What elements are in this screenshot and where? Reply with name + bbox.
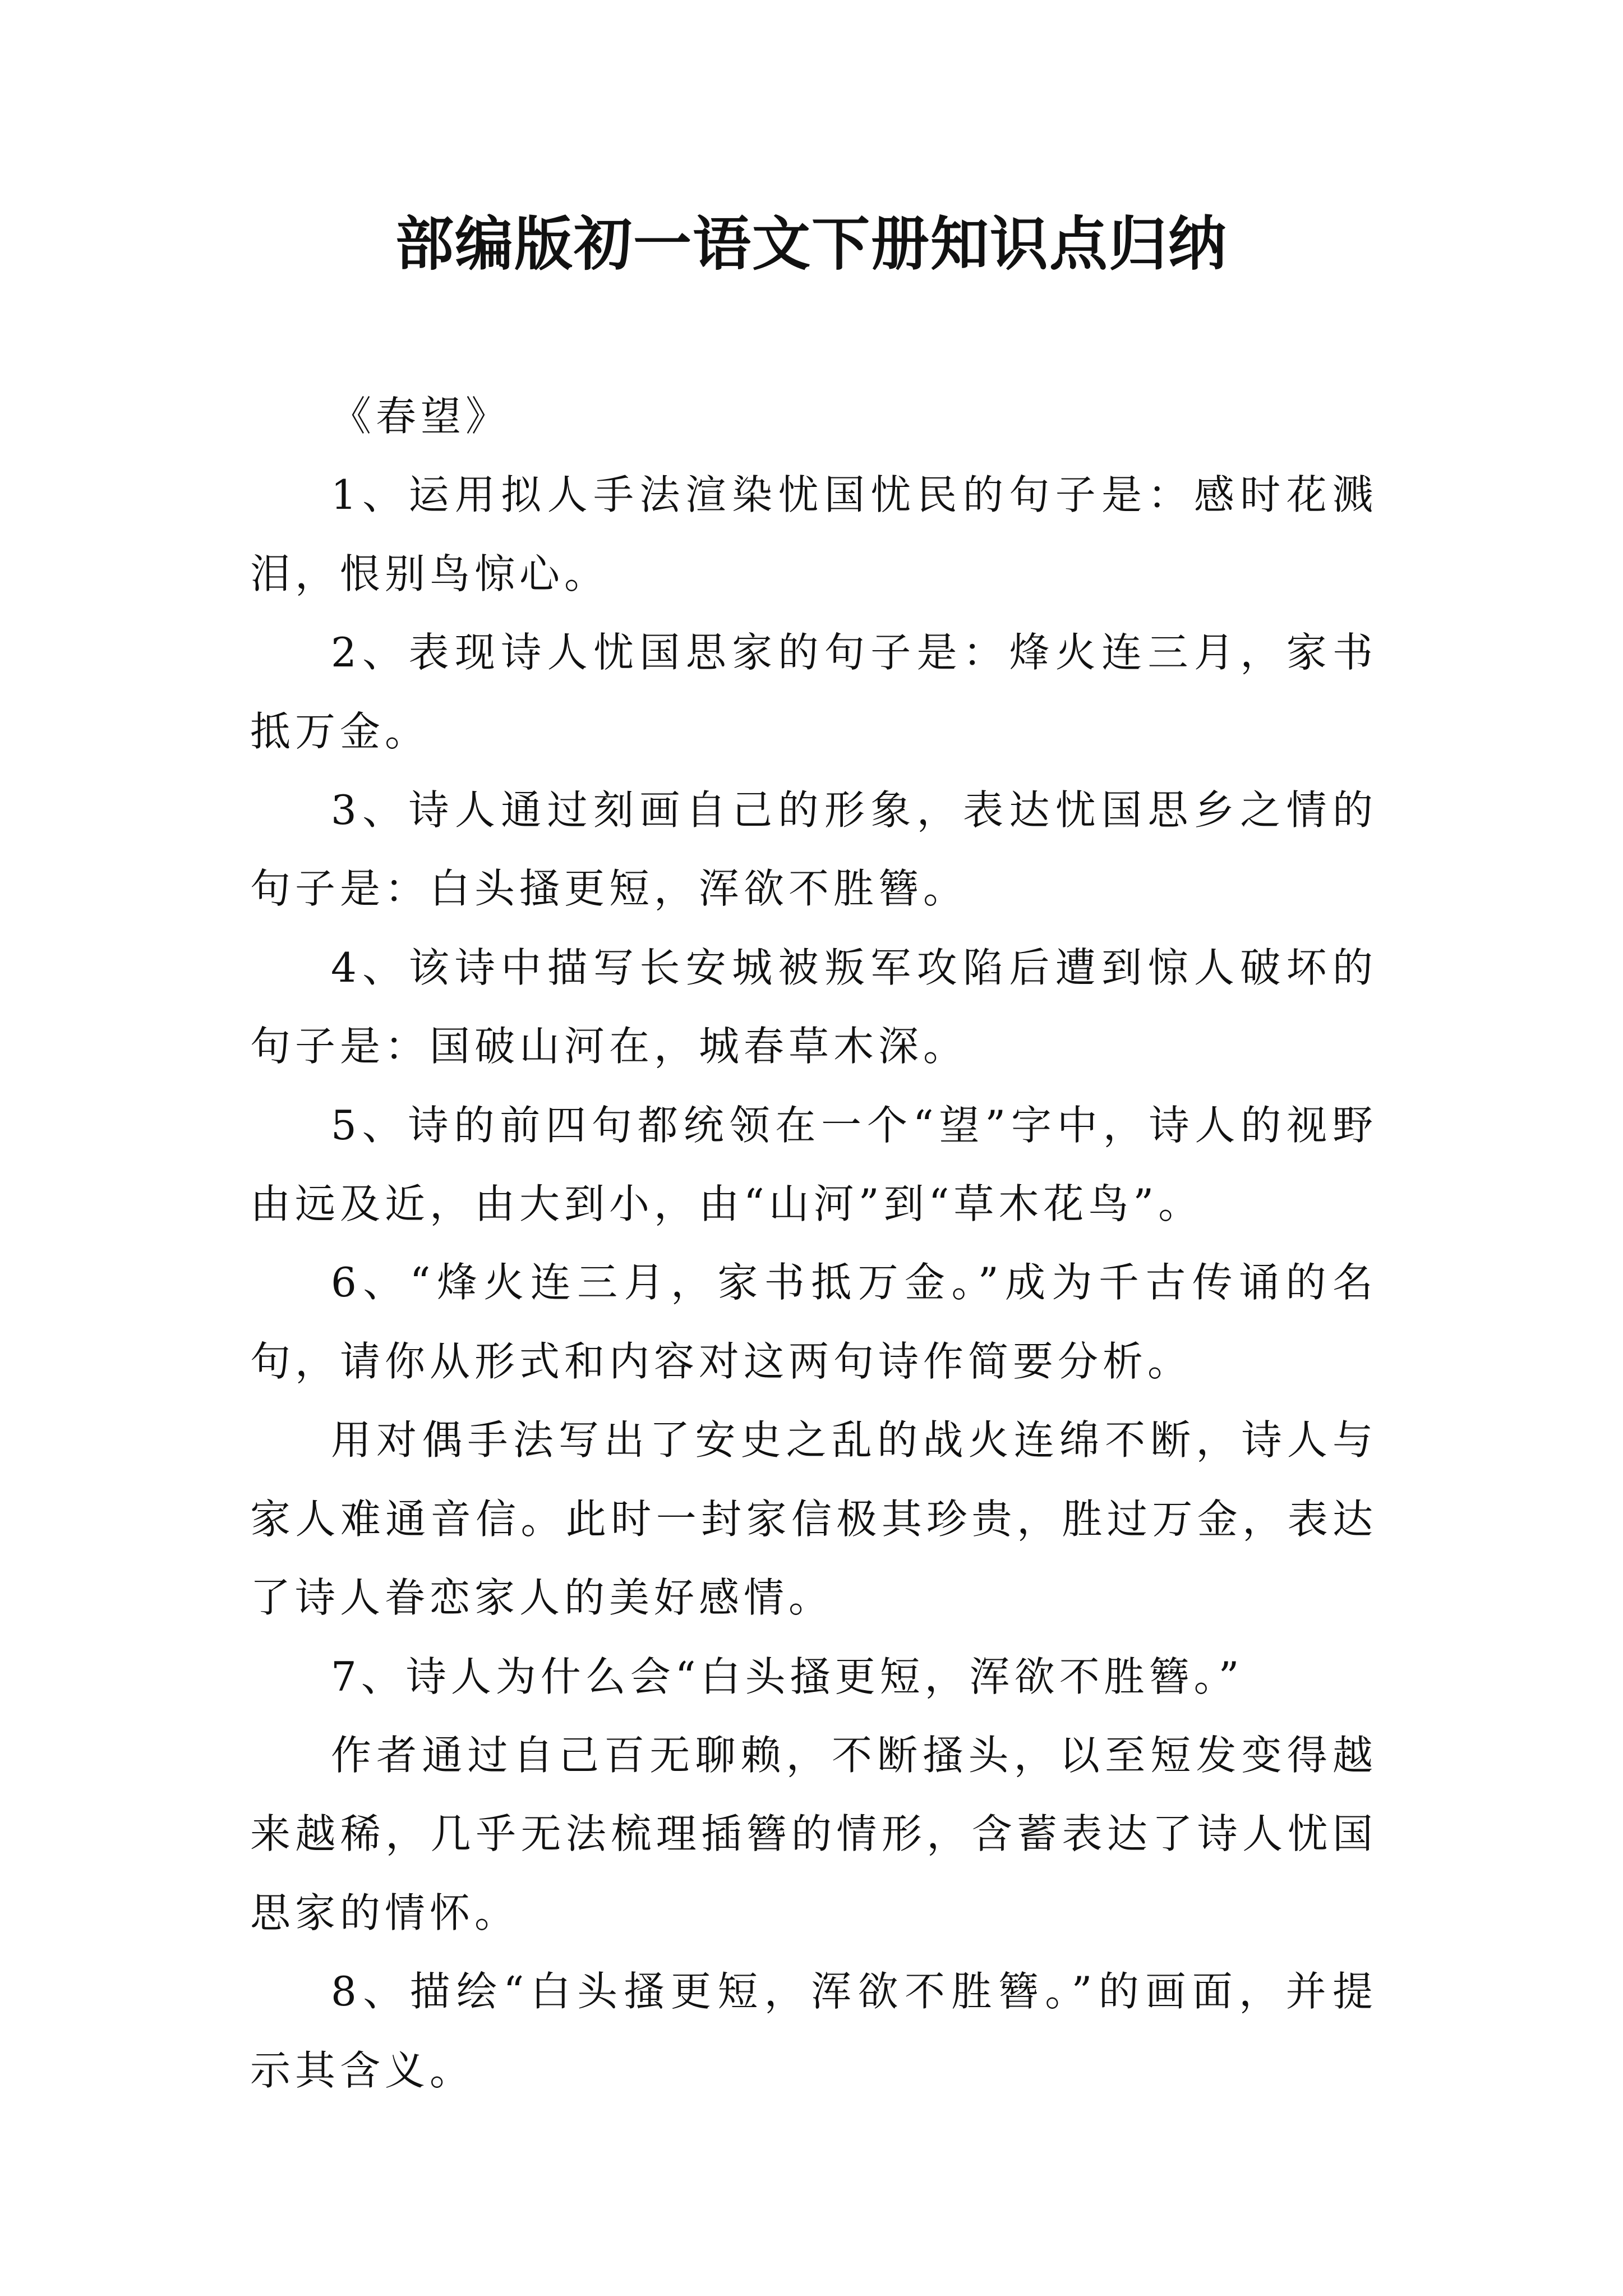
section-heading: 《春望》	[331, 393, 511, 440]
question-1: 1、运用拟人手法渲染忧国忧民的句子是：感时花溅泪，恨别鸟惊心。	[250, 471, 1377, 597]
question-8: 8、描绘“白头搔更短，浑欲不胜簪。”的画面，并提示其含义。	[250, 1968, 1377, 2094]
answer-7: 作者通过自己百无聊赖，不断搔头，以至短发变得越来越稀，几乎无法梳理插簪的情形，含蓄表达了诗人忧国思家的情怀。	[250, 1731, 1377, 1936]
question-7: 7、诗人为什么会“白头搔更短，浑欲不胜簪。”	[331, 1653, 1244, 1700]
question-3: 3、诗人通过刻画自己的形象，表达忧国思乡之情的句子是：白头搔更短，浑欲不胜簪。	[250, 786, 1377, 913]
answer-6: 用对偶手法写出了安史之乱的战火连绵不断，诗人与家人难通音信。此时一封家信极其珍贵，胜过万金，表达了诗人眷恋家人的美好感情。	[250, 1416, 1377, 1622]
document-body	[250, 377, 1377, 2110]
question-4: 4、该诗中描写长安城被叛军攻陷后遭到惊人破坏的句子是：国破山河在，城春草木深。	[250, 944, 1377, 1070]
question-6: 6、“烽火连三月，家书抵万金。”成为千古传诵的名句，请你从形式和内容对这两句诗作简要分析。	[250, 1259, 1377, 1385]
question-5: 5、诗的前四句都统领在一个“望”字中，诗人的视野由远及近，由大到小，由“山河”到“草木花鸟”。	[250, 1101, 1377, 1228]
question-2: 2、表现诗人忧国思家的句子是：烽火连三月，家书抵万金。	[250, 629, 1377, 755]
document-title: 部编版初一语文下册知识点归纳	[395, 209, 1228, 278]
